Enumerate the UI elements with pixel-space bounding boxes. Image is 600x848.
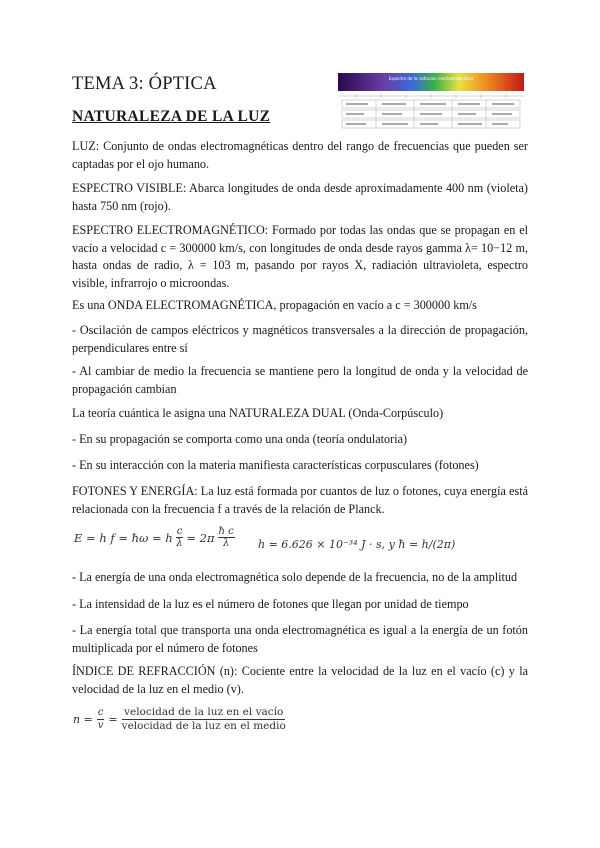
paragraph-energia-total (72, 622, 528, 657)
fraction-denominator: velocidad de la luz en el medio (121, 720, 286, 732)
paragraph-oscilacion (72, 322, 528, 357)
paragraph-luz (72, 138, 528, 173)
paragraph-lead: FOTONES Y ENERGÍA: (72, 484, 198, 498)
paragraph-text: - La energía total que transporta una onda electromagnética es igual a la energía de un fotón multiplicada por el número de fotones (72, 623, 528, 655)
paragraph-cambio-medio (72, 363, 528, 398)
paragraph-espectro-visible (72, 180, 528, 215)
paragraph-propagacion (72, 431, 528, 449)
paragraph-text: La teoría cuántica le asigna una NATURALEZA DUAL (Onda-Corpúsculo) (72, 406, 444, 420)
paragraph-naturaleza-dual (72, 405, 528, 423)
equation-text: E = h f = ħω = h (74, 530, 173, 545)
equation-text: = 2π (186, 530, 215, 545)
fraction (122, 706, 286, 733)
fraction (97, 707, 105, 732)
paragraph-text: Conjunto de ondas electromagnéticas dentro del rango de frecuencias que pueden ser captadas por el ojo humano. (72, 139, 528, 171)
fraction-numerator: velocidad de la luz en el vacío (124, 706, 284, 718)
paragraph-text: - Al cambiar de medio la frecuencia se mantiene pero la longitud de onda y la velocidad de propagación cambian (72, 364, 528, 396)
equation-text: n = (73, 713, 93, 726)
spectrum-caption: Espectro de la radiación electromagnética (388, 76, 474, 81)
spectrum-table-text (346, 103, 514, 125)
paragraph-lead: ESPECTRO ELECTROMAGNÉTICO: (72, 223, 269, 237)
paragraph-text: Abarca longitudes de onda desde aproximadamente 400 nm (violeta) hasta 750 nm (rojo). (72, 181, 528, 213)
spectrum-scale (338, 94, 524, 128)
paragraph-interaccion (72, 457, 528, 475)
refraction-equation (73, 706, 286, 733)
paragraph-fotones (72, 483, 528, 518)
equation-text: = (108, 713, 118, 726)
paragraph-intensidad (72, 596, 528, 614)
paragraph-lead: ESPECTRO VISIBLE: (72, 181, 187, 195)
fraction-denominator: v (97, 720, 104, 731)
fraction-denominator: λ (176, 538, 183, 549)
paragraph-text: Cociente entre la velocidad de la luz en el vacío (c) y la velocidad de la luz en el medio (v). (72, 664, 528, 696)
paragraph-onda-electromagnetica (72, 297, 528, 315)
paragraph-text: - En su propagación se comporta como una onda (teoría ondulatoria) (72, 432, 408, 446)
paragraph-text: - La intensidad de la luz es el número de fotones que llegan por unidad de tiempo (72, 597, 469, 611)
section-heading: NATURALEZA DE LA LUZ (72, 108, 271, 125)
fraction (176, 526, 184, 549)
paragraph-text: - Oscilación de campos eléctricos y magnéticos transversales a la dirección de propagación, perpendiculares entre sí (72, 323, 528, 355)
fraction-numerator: ħ c (218, 526, 234, 537)
paragraph-text: - En su interacción con la materia manifiesta características corpusculares (fotones) (72, 458, 479, 472)
fraction (218, 526, 235, 549)
fraction-denominator: λ (222, 538, 230, 549)
spectrum-figure (336, 70, 526, 132)
paragraph-lead: LUZ: (72, 139, 100, 153)
paragraph-text: Es una ONDA ELECTROMAGNÉTICA, propagación en vacío a c = 300000 km/s (72, 298, 477, 312)
planck-constant: h = 6.626 × 10⁻³⁴ J · s, y ħ = h/(2π) (258, 538, 456, 551)
page-title: TEMA 3: ÓPTICA (72, 74, 217, 94)
paragraph-indice-refraccion (72, 663, 528, 698)
paragraph-lead: ÍNDICE DE REFRACCIÓN (n): (72, 664, 238, 678)
planck-equation (74, 526, 235, 549)
paragraph-espectro-electromagnetico (72, 222, 528, 292)
paragraph-text: - La energía de una onda electromagnética solo depende de la frecuencia, no de la amplitud (72, 570, 518, 584)
fraction-numerator: c (176, 526, 183, 537)
paragraph-energia-frecuencia (72, 569, 528, 587)
fraction-numerator: c (97, 707, 104, 718)
paragraph-text: Formado por todas las ondas que se propagan en el vacío a velocidad c = 300000 km/s, con longitudes de onda desde rayos gamma λ= 10−12 m, hasta ondas de radio, λ = 103 m, pasando por rayos X, radiación ultravioleta, espectro visible, infrarrojo o microondas. (72, 223, 528, 290)
paragraph-text: La luz está formada por cuantos de luz o fotones, cuya energía está relacionada con la frecuencia f a través de la relación de Planck. (72, 484, 528, 516)
